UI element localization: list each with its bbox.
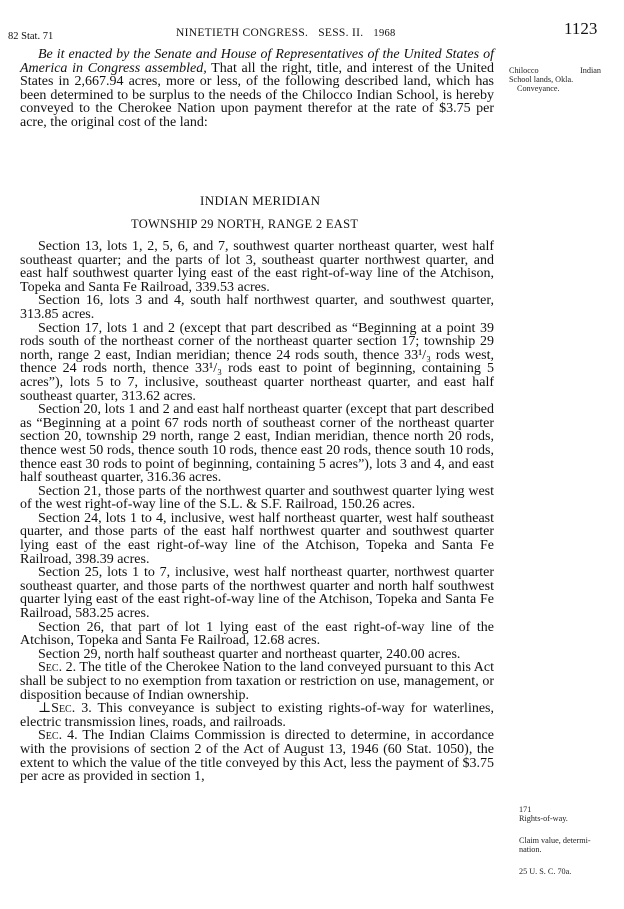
margin-note-text: Conveyance.	[517, 84, 560, 93]
margin-note-claim-value	[519, 836, 615, 854]
section-13: Section 13, lots 1, 2, 5, 6, and 7, southwest quarter northeast quarter, west half southeast quarter; and the parts of lot 3, southeast quarter northwest quarter, and east half southwest quarter lying east of the east right-of-way line of the Atchison, Topeka and Santa Fe Railroad, 339.53 acres.	[20, 239, 494, 295]
margin-note-line	[509, 66, 601, 75]
section-20: Section 20, lots 1 and 2 and east half northeast quarter (except that part described as “Beginning at a point 67 rods north of southeast corner of the northeast quarter section 20, township 29 north, range 2 east, Indian meridian, thence north 20 rods, thence west 50 rods, thence south 10 rods, thence east 20 rods, thence south 10 rods, thence east 30 rods to point of beginning, containing 5 acres”), lots 3 and 4, and east half southeast quarter, 316.36 acres.	[20, 402, 494, 486]
margin-note-text: Claim value, determi-	[519, 836, 591, 845]
margin-note-text: Rights-of-way.	[519, 814, 568, 823]
enacting-clause	[20, 48, 494, 130]
margin-note-text: School lands, Okla.	[509, 75, 574, 84]
margin-note-text: 171	[519, 805, 532, 814]
sec-4-text: The Indian Claims Commission is directed to determine, in accordance with the provisions of section 2 of the Act of August 13, 1946 (60 Stat. 1050), the extent to which the value of the title conveyed by this Act, less the payment of $3.75 per acre as provided in section 1,	[20, 728, 494, 785]
sec-2-paragraph	[20, 661, 494, 702]
enacting-text: That all the right, title, and interest of the United States in 2,667.94 acres, more or less, of the following described land, which has been determined to be surplus to the needs of the Chilocco Indian School, is hereby conveyed to the Cherokee Nation upon payment therefor at the rate of $3.75 per acre, the original cost of the land:	[20, 60, 494, 130]
session-label: SESS. II.	[318, 27, 364, 39]
section-24: Section 24, lots 1 to 4, inclusive, west half northeast quarter, west half southeast quarter, and those parts of the east half northwest quarter and southwest quarter lying east of the east right-of-way line of the Atchison, Topeka and Santa Fe Railroad, 398.39 acres.	[20, 510, 494, 567]
sec-4-label: Sec. 4.	[38, 728, 78, 744]
margin-note-rights-of-way	[519, 805, 568, 823]
sec-2-text: The title of the Cherokee Nation to the land conveyed pursuant to this Act shall be subject to no exemption from taxation or restriction on use, management, or disposition because of Indian ownership.	[20, 660, 494, 703]
year-label: 1968	[373, 28, 396, 39]
section-17: Section 17, lots 1 and 2 (except that part described as “Beginning at a point 39 rods south of the northeast corner of the northeast quarter section 17; township 29 north, range 2 east, Indian meridian; thence 24 rods south, thence 33¹/₃ rods west, thence 24 rods north, thence 33¹/₃ rods east to point of beginning, containing 5 acres”), lots 5 to 7, inclusive, southeast quarter northeast quarter, and east half southeast quarter, 313.62 acres.	[20, 320, 494, 404]
sec-4-paragraph	[20, 729, 494, 783]
stat-citation: 82 Stat. 71	[8, 31, 54, 42]
running-head	[176, 27, 396, 39]
margin-note-text: Chilocco	[509, 66, 539, 75]
margin-note-text: nation.	[519, 845, 542, 854]
enacting-paragraph	[20, 48, 494, 130]
land-sections	[20, 240, 494, 784]
sec-3-text: This conveyance is subject to existing rights-of-way for waterlines, electric transmission lines, roads, and railroads.	[20, 701, 494, 730]
sec-3-paragraph	[20, 702, 494, 729]
meridian-heading: INDIAN MERIDIAN	[200, 193, 321, 208]
section-29: Section 29, north half southeast quarter and northeast quarter, 240.00 acres.	[38, 646, 461, 662]
section-26: Section 26, that part of lot 1 lying east of the east right-of-way line of the Atchison, Topeka and Santa Fe Railroad, 12.68 acres.	[20, 619, 494, 649]
section-25: Section 25, lots 1 to 7, inclusive, west half northeast quarter, northwest quarter southeast quarter, and those parts of the northwest quarter and north half southwest quarter lying east of the east right-of-way line of the Atchison, Topeka and Santa Fe Railroad, 583.25 acres.	[20, 565, 494, 622]
congress-title: NINETIETH CONGRESS.	[176, 27, 309, 39]
township-heading: TOWNSHIP 29 NORTH, RANGE 2 EAST	[131, 217, 359, 231]
page-number: 1123	[564, 19, 598, 38]
sec-3-label: ⊥Sec. 3.	[38, 701, 92, 717]
sec-2-label: Sec. 2.	[38, 660, 77, 676]
margin-note-conveyance	[509, 66, 609, 93]
section-16: Section 16, lots 3 and 4, south half northwest quarter, and southwest quarter, 313.85 acres.	[20, 293, 494, 322]
enacting-formula: Be it enacted by the Senate and House of Representatives of the United States of America in Congress assembled,	[20, 47, 494, 76]
margin-note-usc-citation: 25 U. S. C. 70a.	[519, 867, 572, 876]
section-21: Section 21, those parts of the northwest quarter and southwest quarter lying west of the west right-of-way line of the S.L. & S.F. Railroad, 150.26 acres.	[20, 483, 494, 513]
margin-note-text: Indian	[580, 66, 601, 75]
